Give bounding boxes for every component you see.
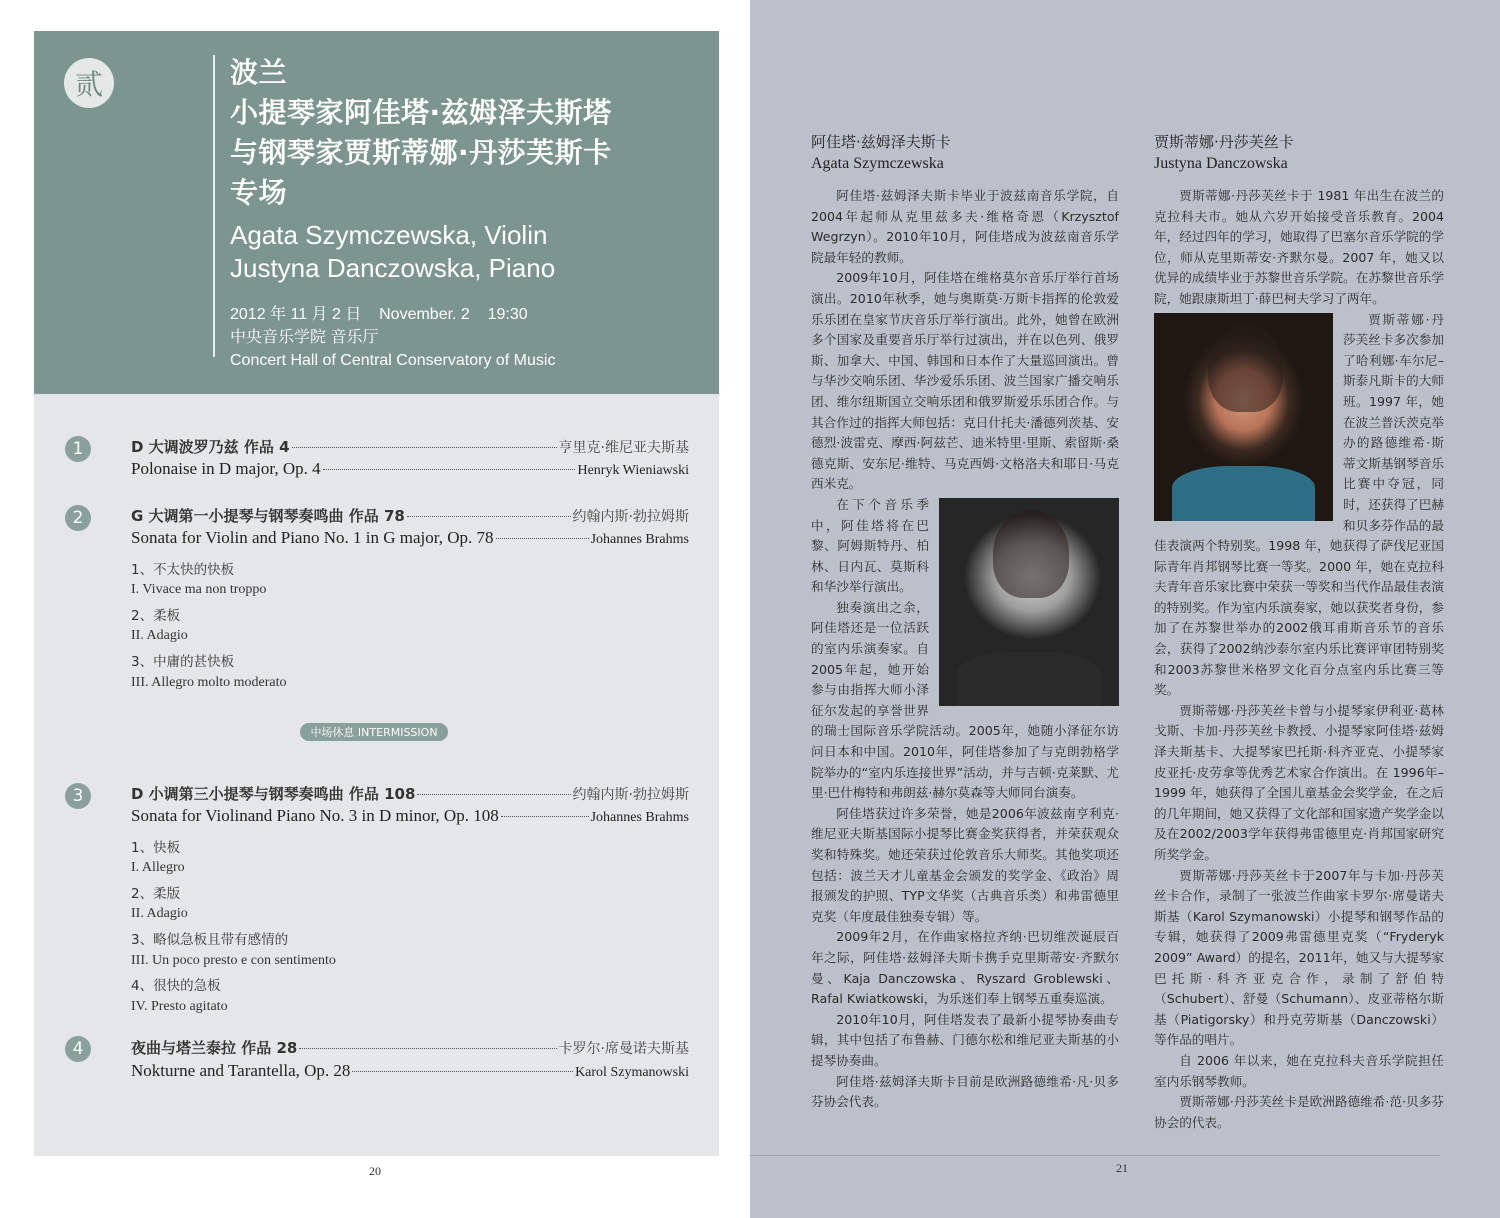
event-info xyxy=(230,303,612,372)
intermission-badge: 中场休息 INTERMISSION xyxy=(300,723,448,741)
movement-en: II. Adagio xyxy=(131,906,188,921)
program-number: 4 xyxy=(65,1036,91,1062)
title-cn-line: 与钢琴家贾斯蒂娜·丹莎芙斯卡 xyxy=(230,136,612,169)
program-number: 1 xyxy=(65,436,91,462)
bio-paragraph: 贾斯蒂娜·丹莎芙丝卡于 1981 年出生在波兰的克拉科夫市。她从六岁开始接受音乐教育。2004年，经过四年的学习，她取得了巴塞尔音乐学院的学位，师从克里斯蒂安·齐默尔曼。2007 年，她又以优异的成绩毕业于苏黎世音乐学院。在苏黎世音乐学院，她跟康斯坦丁·薛巴柯夫学习了两年。 xyxy=(1154,188,1444,306)
movement-en: III. Un poco presto e con sentimento xyxy=(131,953,336,968)
bio-agata xyxy=(811,132,1119,1113)
bio-name-en: Agata Szymczewska xyxy=(811,155,944,172)
movement-cn: 1、快板 xyxy=(131,840,181,856)
composer-cn: 约翰内斯·勃拉姆斯 xyxy=(572,787,689,803)
right-page xyxy=(750,0,1500,1218)
program-title-cn-row xyxy=(131,783,689,804)
bio-name-en: Justyna Danczowska xyxy=(1154,155,1288,172)
bio-paragraph: 贾斯蒂娜·丹莎芙丝卡曾与小提琴家伊利亚·葛林戈斯、卡加·丹莎芙丝卡教授、小提琴家阿佳塔·兹姆泽夫斯基卡、大提琴家巴托斯·科齐亚克、小提琴家皮亚托·皮劳拿等优秀艺术家合作演出。在 1996年–1999 年，她获得了全国儿童基金会奖学金，在之后的几年期间，她又获得了文化部和国家遗产奖学金以及在2002/2003学年获得弗雷德里克·肖邦国家研究所奖学金。 xyxy=(1154,702,1444,862)
program-title-cn: G 大调第一小提琴与钢琴奏鸣曲 作品 78 xyxy=(131,507,405,525)
bio-paragraph: 贾斯蒂娜·丹莎芙丝卡于2007年与卡加·丹莎芙丝卡合作，录制了一张波兰作曲家卡罗尔·席曼诺夫斯基（Karol Szymanowski）小提琴和钢琴作品的专辑，她获得了2009弗雷德里克奖（“Fryderyk 2009” Award）的提名，2011年，她又与大提琴家巴托斯·科齐亚克合作，录制了舒伯特（Schubert）、舒曼（Schumann）、皮亚蒂格尔斯基（Piatigorsky）和丹克劳斯基（Danczowski）等作品的唱片。 xyxy=(1154,867,1445,1048)
leader-dots xyxy=(501,816,589,817)
header-divider xyxy=(213,55,215,357)
bio-paragraph: 2010年10月，阿佳塔发表了最新小提琴协奏曲专辑，其中包括了布鲁赫、门德尔松和维尼亚夫斯基的小提琴协奏曲。 xyxy=(811,1011,1119,1068)
program-title-cn: D 大调波罗乃兹 作品 4 xyxy=(131,438,290,456)
leader-dots xyxy=(352,1071,573,1072)
program-title-cn: D 小调第三小提琴与钢琴奏鸣曲 作品 108 xyxy=(131,785,416,803)
title-cn-line: 专场 xyxy=(230,176,288,209)
movement-en: I. Allegro xyxy=(131,860,185,875)
concert-header xyxy=(34,31,719,394)
bio-name-cn: 贾斯蒂娜·丹莎芙丝卡 xyxy=(1154,133,1294,151)
composer-cn: 亨里克·维尼亚夫斯基 xyxy=(558,440,689,456)
program-number: 3 xyxy=(65,783,91,809)
movement-cn: 3、中庸的甚快板 xyxy=(131,654,235,670)
composer-en: Johannes Brahms xyxy=(590,810,689,825)
movement-cn: 2、柔版 xyxy=(131,886,181,902)
photo-shape xyxy=(957,652,1101,706)
program-title-en-row xyxy=(131,528,689,548)
composer-en: Henryk Wieniawski xyxy=(577,463,689,478)
program-title-en: Polonaise in D major, Op. 4 xyxy=(131,459,321,478)
title-cn-line: 波兰 xyxy=(230,56,288,89)
program-title-en: Sonata for Violinand Piano No. 3 in D minor, Op. 108 xyxy=(131,806,499,825)
program-list xyxy=(34,394,719,1156)
bio-paragraph: 自 2006 年以来，她在克拉科夫音乐学院担任室内乐钢琴教师。 xyxy=(1154,1052,1444,1089)
movement-en: I. Vivace ma non troppo xyxy=(131,582,267,597)
title-en-block xyxy=(230,219,612,285)
bio-paragraph: 阿佳塔·兹姆泽夫斯卡毕业于波兹南音乐学院，自2004年起师从克里兹多夫·维格奇恩（Krzysztof Wegrzyn）。2010年10月，阿佳塔成为波兹南音乐学院最年轻的教师。 xyxy=(811,188,1119,265)
bio-name-cn: 阿佳塔·兹姆泽夫斯卡 xyxy=(811,133,951,151)
leader-dots xyxy=(417,794,570,795)
program-title-en-row xyxy=(131,1061,689,1081)
bio-paragraph: 阿佳塔获过许多荣誉，她是2006年波兹南亨利克·维尼亚夫斯基国际小提琴比赛金奖获得者，并荣获观众奖和特殊奖。她还荣获过伦敦音乐大师奖。其他奖项还包括：波兰天才儿童基金会颁发的奖学金、《政治》周报颁发的护照、TYP文华奖（古典音乐类）和弗雷德里克奖（年度最佳独奏专辑）等。 xyxy=(811,805,1119,924)
program-title-cn-row xyxy=(131,505,689,526)
program-title-cn-row xyxy=(131,436,689,457)
title-en-piano: Justyna Danczowska, Piano xyxy=(230,253,556,283)
bio-paragraph: 2009年2月，在作曲家格拉齐纳·巴切维茨诞辰百年之际，阿佳塔·兹姆泽夫斯卡携手克里斯蒂安·齐默尔曼、Kaja Danczowska、Ryszard Groblewski、Rafal Kwiatkowski，为乐迷们奉上钢琴五重奏巡演。 xyxy=(811,929,1119,1007)
venue-en: Concert Hall of Central Conservatory of Music xyxy=(230,352,556,369)
venue-cn: 中央音乐学院 音乐厅 xyxy=(230,329,379,346)
bio-text xyxy=(811,186,1119,1113)
movement-cn: 3、略似急板且带有感情的 xyxy=(131,932,289,948)
bio-paragraph: 2009年10月，阿佳塔在维格莫尔音乐厅举行首场演出。2010年秋季，她与奥斯莫·万斯卡指挥的伦敦爱乐乐团在皇家节庆音乐厅举行演出。此外，她曾在欧洲多个国家及重要音乐厅举行过演出，并在以色列、俄罗斯、加拿大、中国、韩国和日本作了大量巡回演出。曾与华沙交响乐团、华沙爱乐乐团、波兰国家广播交响乐团、维尔纽斯国立交响乐团和俄罗斯爱乐乐团合作。与其合作过的指挥大师包括：克日什托夫·潘德列茨基、安德烈·波雷克、摩西·阿兹芒、迪米特里·里斯、索留斯·桑德克斯、安东尼·维特、马克西姆·文格洛夫和耶日·马克西米克。 xyxy=(811,270,1119,492)
concert-title-block xyxy=(230,53,612,372)
footer-rule xyxy=(750,1155,1440,1156)
composer-cn: 卡罗尔·席曼诺夫斯基 xyxy=(558,1041,689,1057)
program-title-en: Sonata for Violin and Piano No. 1 in G major, Op. 78 xyxy=(131,528,494,547)
title-cn-line: 小提琴家阿佳塔·兹姆泽夫斯塔 xyxy=(230,96,612,129)
program-title-en-row xyxy=(131,459,689,479)
photo-shape xyxy=(1172,466,1315,520)
composer-cn: 约翰内斯·勃拉姆斯 xyxy=(572,509,689,525)
leader-dots xyxy=(299,1048,556,1049)
event-date: 2012 年 11 月 2 日 November. 2 19:30 xyxy=(230,306,528,323)
program-number: 2 xyxy=(65,505,91,531)
agata-portrait-photo xyxy=(939,498,1119,706)
concert-number-badge: 贰 xyxy=(64,58,114,108)
movement-en: IV. Presto agitato xyxy=(131,999,228,1014)
leader-dots xyxy=(496,538,589,539)
composer-en: Karol Szymanowski xyxy=(575,1065,689,1080)
movement-cn: 1、不太快的快板 xyxy=(131,562,235,578)
bio-paragraph: 阿佳塔·兹姆泽夫斯卡目前是欧洲路德维希·凡·贝多芬协会代表。 xyxy=(811,1073,1119,1110)
photo-shape xyxy=(1208,325,1283,412)
movement-cn: 2、柔板 xyxy=(131,608,181,624)
bio-paragraph: 贾斯蒂娜·丹莎芙丝卡是欧洲路德维希·范·贝多芬协会的代表。 xyxy=(1154,1094,1444,1130)
bio-paragraph: 在下个音乐季中，阿佳塔将在巴黎、阿姆斯特丹、柏林、日内瓦、莫斯科和华沙举行演出。 xyxy=(811,496,929,595)
bio-text xyxy=(1154,186,1444,1133)
justyna-portrait-photo xyxy=(1154,313,1333,521)
movement-en: II. Adagio xyxy=(131,628,188,643)
movement-cn: 4、很快的急板 xyxy=(131,978,221,994)
bio-paragraph: 独奏演出之余，阿佳塔还是一位活跃的室内乐演奏家。自2005年起，她开始参与由指挥大师小泽征尔发起的享誉世界的瑞士国际音乐学院活动。2005年，她随小泽征尔访问日本和中国。2010年，阿佳塔参加了与克朗勃格学院举办的“室内乐连接世界”活动，并与吉顿·克莱默、尤里·巴什梅特和弗朗兹·赫尔莫森等大师同台演奏。 xyxy=(811,599,1119,801)
page-number: 20 xyxy=(369,1164,381,1178)
program-title-cn: 夜曲与塔兰泰拉 作品 28 xyxy=(131,1039,298,1057)
leader-dots xyxy=(323,469,576,470)
leader-dots xyxy=(292,447,557,448)
program-title-en-row xyxy=(131,806,689,826)
movement-en: III. Allegro molto moderato xyxy=(131,675,287,690)
title-en-violin: Agata Szymczewska, Violin xyxy=(230,220,548,250)
bio-paragraph: 贾斯蒂娜·丹莎芙丝卡多次参加了哈利娜·车尔尼–斯泰凡斯卡的大师班。1997 年，她在波兰普沃茨克举办的路德维希·斯蒂文斯基钢琴音乐比赛中夺冠，同时，还获得了巴赫和贝多芬作品的最佳表演两个特别奖。1998 年，她获得了萨伐尼亚国际青年肖邦钢琴比赛一等奖。2000 年，她在克拉科夫青年音乐家比赛中荣获一等奖和当代作品最佳表演的特别奖。作为室内乐演奏家，她以获奖者身份，参加了在苏黎世举办的2002俄耳甫斯音乐节的音乐会，获得了2002纳沙泰尔室内乐比赛评审团特别奖和2003苏黎世米格罗文化百分点室内乐比赛三等奖。 xyxy=(1154,311,1444,698)
photo-shape xyxy=(993,510,1069,597)
bio-justyna xyxy=(1154,132,1444,1133)
program-title-cn-row xyxy=(131,1037,689,1058)
composer-en: Johannes Brahms xyxy=(590,532,689,547)
page-number: 21 xyxy=(1116,1161,1128,1175)
program-title-en: Nokturne and Tarantella, Op. 28 xyxy=(131,1061,351,1080)
leader-dots xyxy=(407,516,571,517)
